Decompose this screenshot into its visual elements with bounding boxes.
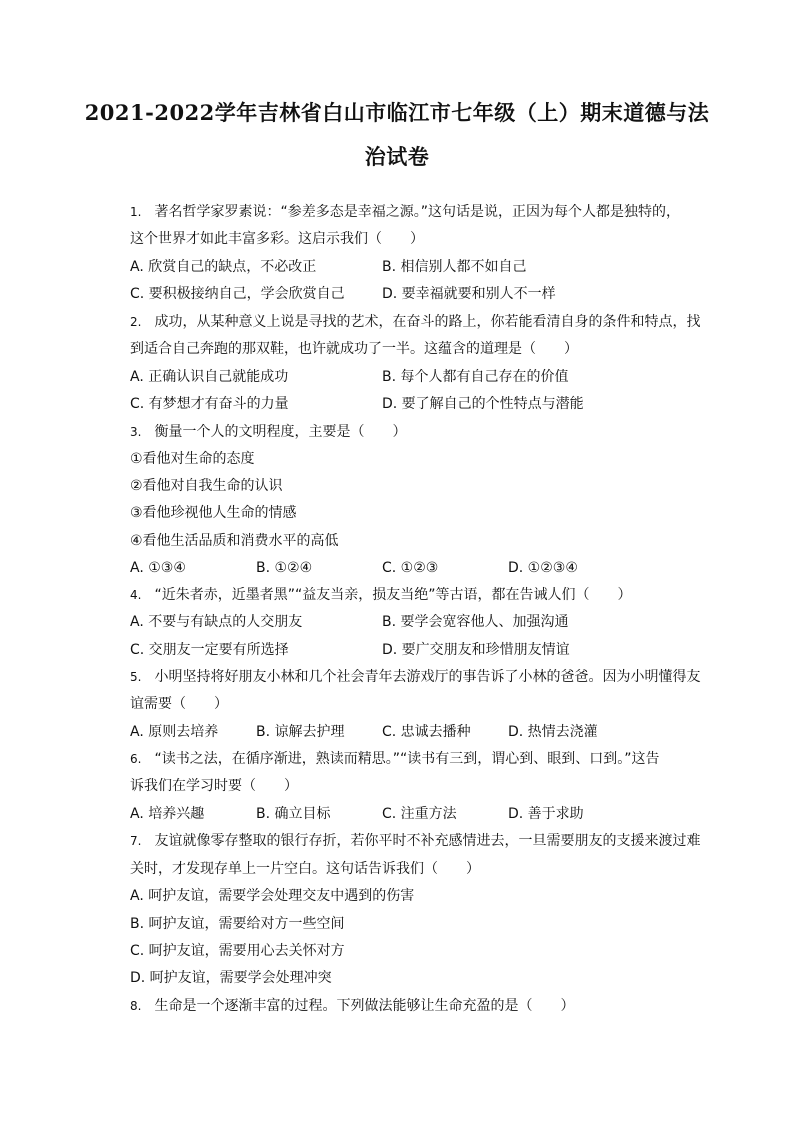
question-4-options-row2 xyxy=(130,637,700,663)
question-8-number: 8. xyxy=(130,999,142,1013)
question-2-options-row2 xyxy=(130,391,700,417)
question-6-option-c: C. 注重方法 xyxy=(382,806,457,822)
question-7-number: 7. xyxy=(130,834,142,848)
question-7-option-d: D. 呵护友谊，需要学会处理冲突 xyxy=(130,970,332,986)
question-4-text-line1: “近朱者赤，近墨者黑”“益友当亲，损友当绝”等古语，都在告诫人们（ ） xyxy=(154,587,632,603)
question-2-text-line2: 到适合自己奔跑的那双鞋，也许就成功了一半。这蕴含的道理是（ ） xyxy=(130,341,578,357)
question-3-stem xyxy=(130,419,700,445)
question-3-option-c: C. ①②③ xyxy=(382,560,439,576)
question-1-option-a: A. 欣赏自己的缺点，不必改正 xyxy=(130,259,317,275)
question-7-option-a: A. 呵护友谊，需要学会处理交友中遇到的伤害 xyxy=(130,888,415,904)
question-3-statement-1: ①看他对生命的态度 xyxy=(130,451,255,467)
question-2-option-b: B. 每个人都有自己存在的价值 xyxy=(382,369,569,385)
question-4-options-row1 xyxy=(130,609,700,635)
question-8-stem xyxy=(130,993,700,1019)
question-8-text-line1: 生命是一个逐渐丰富的过程。下列做法能够让生命充盈的是（ ） xyxy=(154,998,575,1014)
question-5-option-d: D. 热情去浇灌 xyxy=(508,724,598,740)
question-7-text-line2: 关时，才发现存单上一片空白。这句话告诉我们（ ） xyxy=(130,861,480,877)
question-3-option-a: A. ①③④ xyxy=(130,560,186,576)
question-6-text-line2: 诉我们在学习时要（ ） xyxy=(130,778,298,794)
question-4-number: 4. xyxy=(130,588,142,602)
question-3-number: 3. xyxy=(130,425,142,439)
question-3-statement-2: ②看他对自我生命的认识 xyxy=(130,478,283,494)
question-2-option-d: D. 要了解自己的个性特点与潜能 xyxy=(382,396,584,412)
question-2-number: 2. xyxy=(130,315,142,329)
exam-title-line1: 2021-2022学年吉林省白山市临江市七年级（上）期末道德与法 xyxy=(84,100,710,125)
question-1-option-c: C. 要积极接纳自己，学会欣赏自己 xyxy=(130,286,345,302)
question-2-options-row1 xyxy=(130,364,700,390)
question-3-option-b: B. ①②④ xyxy=(256,560,313,576)
question-1-stem xyxy=(130,199,700,225)
question-1-option-b: B. 相信别人都不如自己 xyxy=(382,259,527,275)
question-6-option-b: B. 确立目标 xyxy=(256,806,331,822)
question-1-options-row1 xyxy=(130,254,700,280)
question-5-options-row xyxy=(130,719,700,745)
question-5-option-c: C. 忠诚去播种 xyxy=(382,724,471,740)
question-3-options-row xyxy=(130,555,700,581)
question-1-options-row2 xyxy=(130,281,700,307)
question-6-option-a: A. 培养兴趣 xyxy=(130,806,205,822)
question-5-number: 5. xyxy=(130,670,142,684)
question-2-text-line1: 成功，从某种意义上说是寻找的艺术，在奋斗的路上，你若能看清自身的条件和特点，找 xyxy=(154,314,701,330)
question-1-text-line1: 著名哲学家罗素说：“参差多态是幸福之源。”这句话是说，正因为每个人都是独特的， xyxy=(154,204,680,220)
question-2-stem xyxy=(130,309,700,335)
question-7-option-b: B. 呵护友谊，需要给对方一些空间 xyxy=(130,916,345,932)
question-6-text-line1: “读书之法，在循序渐进，熟读而精思。”“读书有三到，谓心到、眼到、口到。”这告 xyxy=(154,751,660,767)
question-7-stem xyxy=(130,828,700,854)
question-6-stem xyxy=(130,746,700,772)
question-6-number: 6. xyxy=(130,752,142,766)
question-6-option-d: D. 善于求助 xyxy=(508,806,584,822)
question-4-option-b: B. 要学会宽容他人、加强沟通 xyxy=(382,614,569,630)
question-1-text-line2: 这个世界才如此丰富多彩。这启示我们（ ） xyxy=(130,231,424,247)
question-6-options-row xyxy=(130,801,700,827)
exam-title-line2: 治试卷 xyxy=(364,144,430,169)
question-5-stem xyxy=(130,664,700,690)
question-5-option-b: B. 谅解去护理 xyxy=(256,724,345,740)
question-2-option-c: C. 有梦想才有奋斗的力量 xyxy=(130,396,289,412)
question-3-statement-3: ③看他珍视他人生命的情感 xyxy=(130,505,297,521)
question-3-text-line1: 衡量一个人的文明程度，主要是（ ） xyxy=(154,424,407,440)
question-5-text-line2: 谊需要（ ） xyxy=(130,696,228,712)
question-7-text-line1: 友谊就像零存整取的银行存折，若你平时不补充感情进去，一旦需要朋友的支援来渡过难 xyxy=(154,833,701,849)
question-3-option-d: D. ①②③④ xyxy=(508,560,578,576)
question-3-statement-4: ④看他生活品质和消费水平的高低 xyxy=(130,533,339,549)
question-4-stem xyxy=(130,582,700,608)
question-5-option-a: A. 原则去培养 xyxy=(130,724,219,740)
question-1-option-d: D. 要幸福就要和别人不一样 xyxy=(382,286,556,302)
question-1-number: 1. xyxy=(130,205,142,219)
question-5-text-line1: 小明坚持将好朋友小林和几个社会青年去游戏厅的事告诉了小林的爸爸。因为小明懂得友 xyxy=(154,669,701,685)
question-2-option-a: A. 正确认识自己就能成功 xyxy=(130,369,289,385)
question-4-option-c: C. 交朋友一定要有所选择 xyxy=(130,642,289,658)
question-4-option-d: D. 要广交朋友和珍惜朋友情谊 xyxy=(382,642,570,658)
question-7-option-c: C. 呵护友谊，需要用心去关怀对方 xyxy=(130,943,345,959)
question-4-option-a: A. 不要与有缺点的人交朋友 xyxy=(130,614,303,630)
